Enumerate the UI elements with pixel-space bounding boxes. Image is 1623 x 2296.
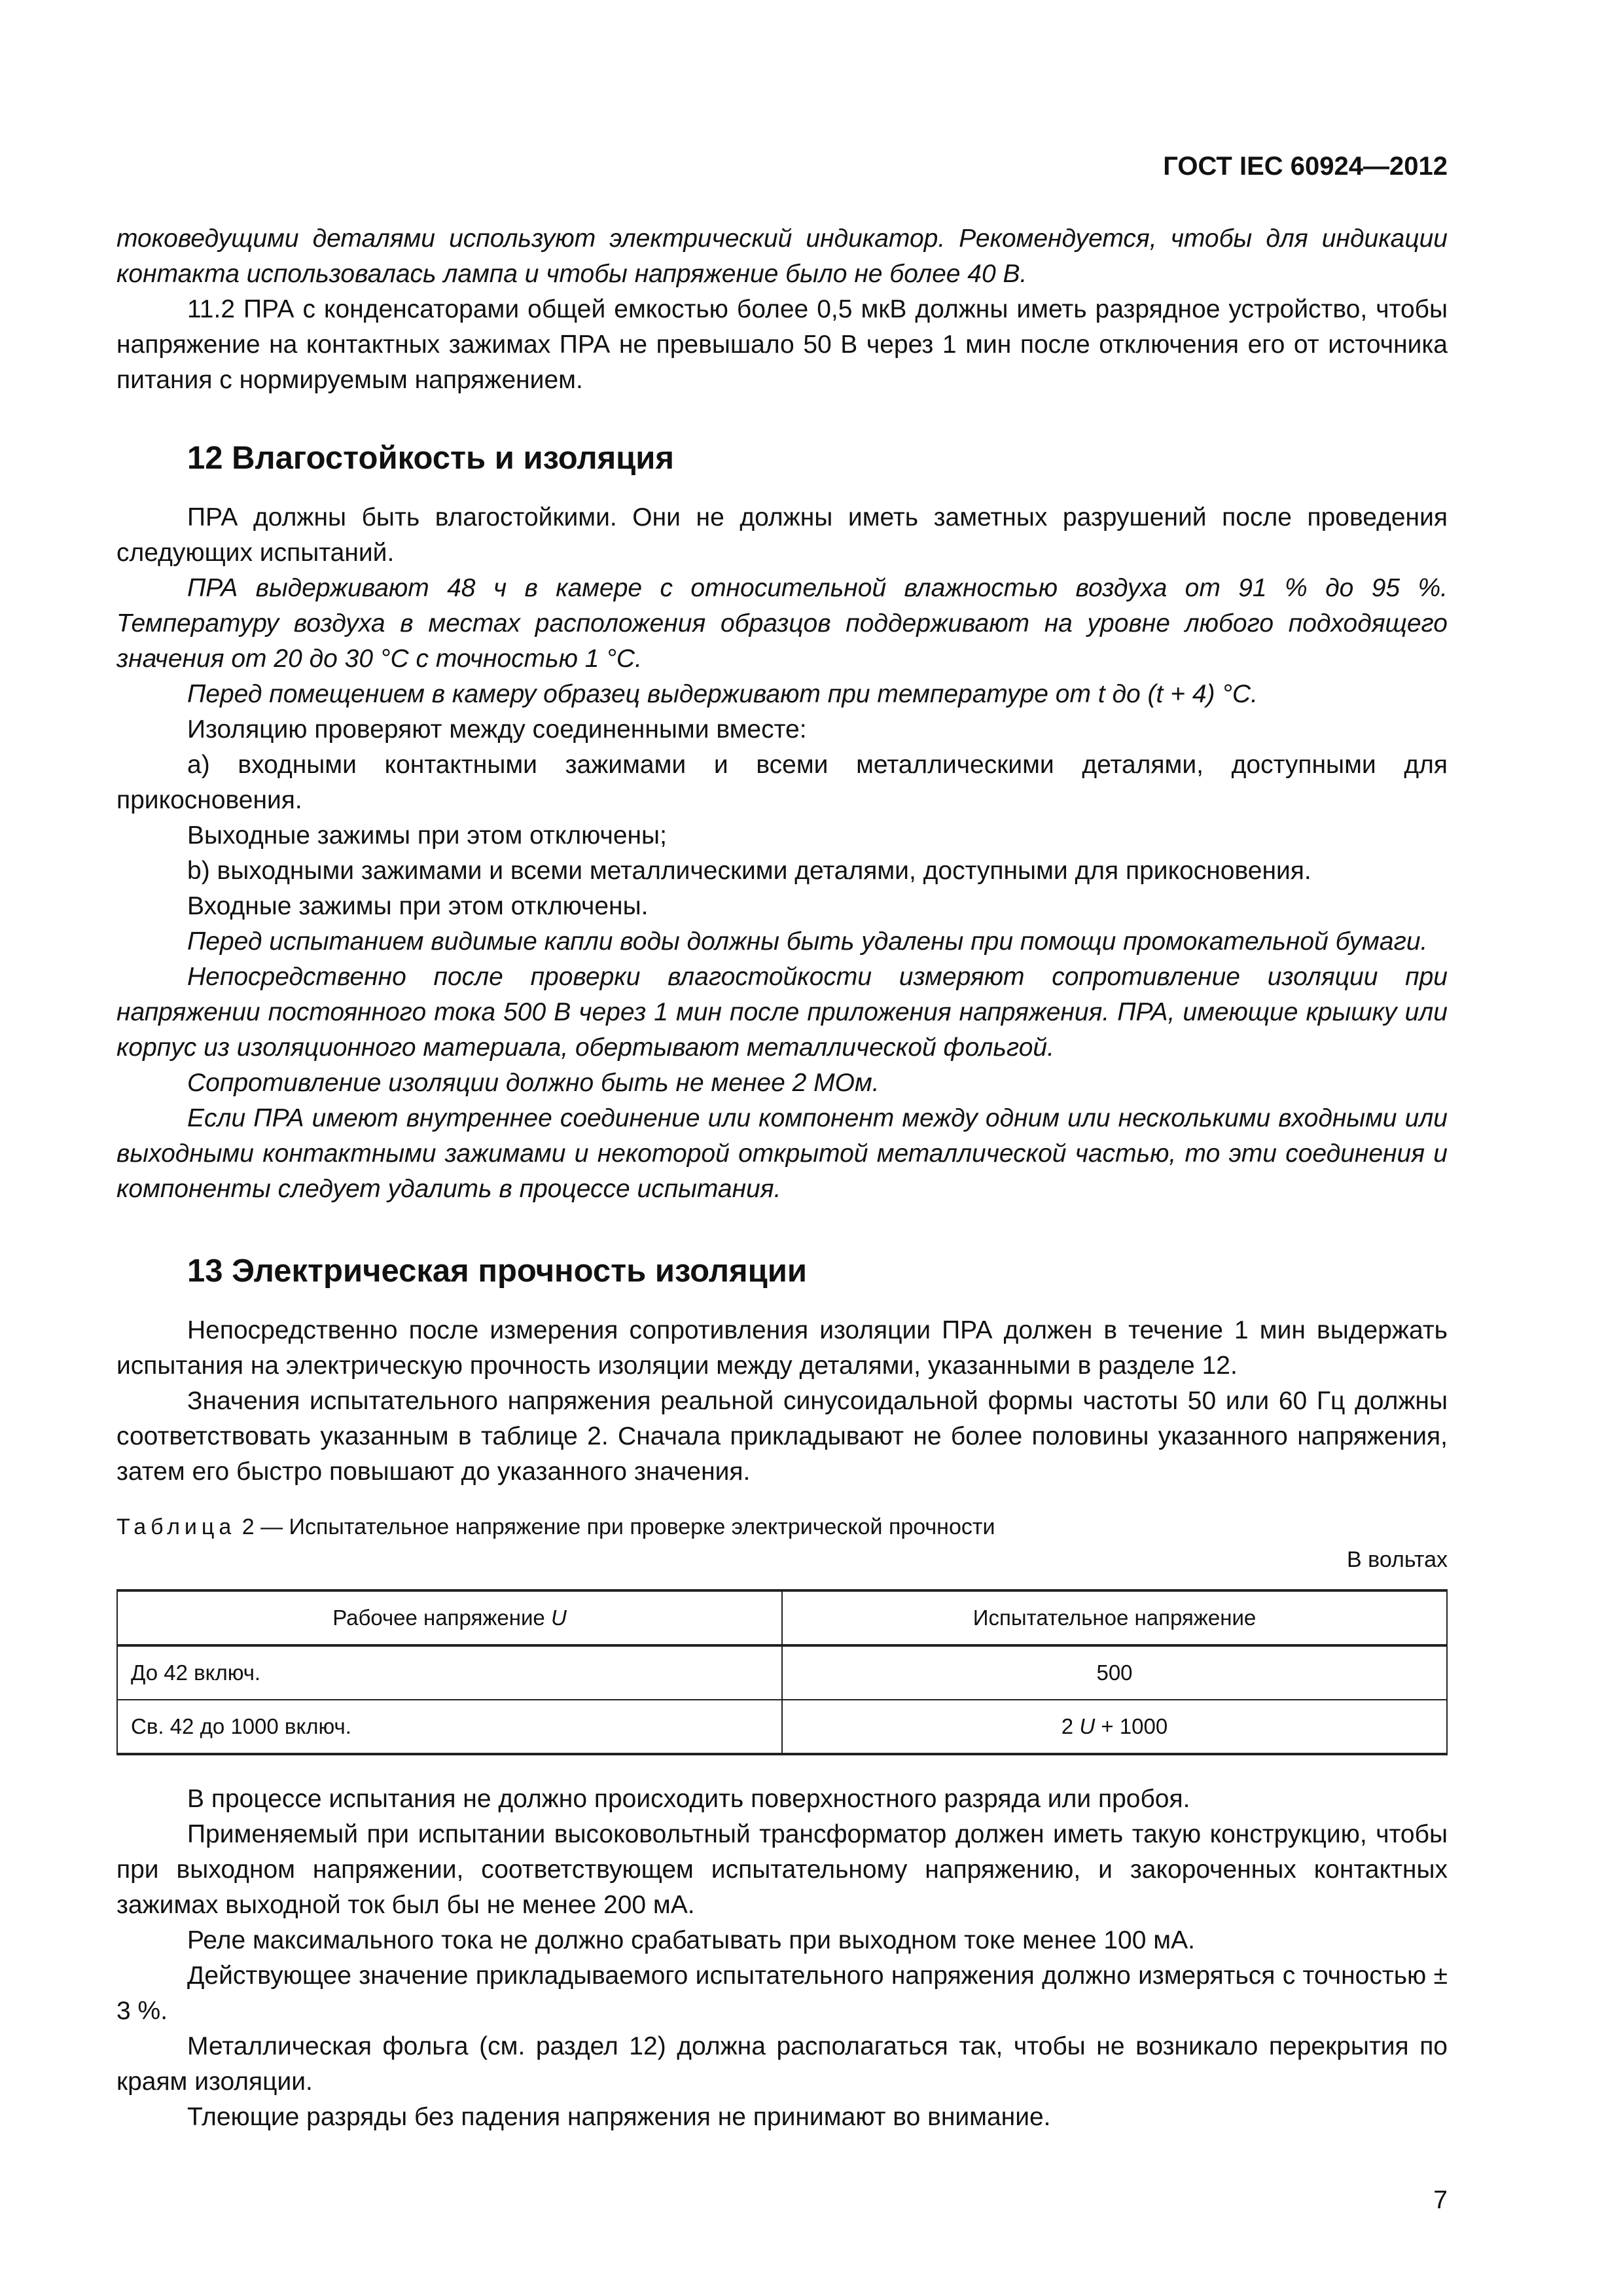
s12-paragraph-4: Изоляцию проверяют между соединенными вместе:: [187, 715, 807, 744]
s12-list-item-a: а) входными контактными зажимами и всеми металлическими деталями, доступными для прикосновения.: [116, 751, 1448, 814]
page-content: [116, 221, 1448, 2135]
table-header-row: [117, 1590, 1447, 1645]
s13-paragraph-1: Непосредственно после измерения сопротивления изоляции ПРА должен в течение 1 мин выдержать испытания на электрическую прочность изоляции между деталями, указанными в разделе 12.: [116, 1316, 1448, 1380]
document-code-header: ГОСТ IEC 60924—2012: [1163, 152, 1448, 181]
table-2-unit: В вольтах: [1347, 1547, 1448, 1572]
s12-paragraph-9: Перед испытанием видимые капли воды должны быть удалены при помощи промокательной бумаги.: [187, 927, 1428, 956]
table-2: [116, 1589, 1448, 1755]
cell-working-voltage: До 42 включ.: [117, 1645, 782, 1700]
cell-test-voltage-suffix: + 1000: [1095, 1714, 1168, 1738]
s13-paragraph-7: Металлическая фольга (см. раздел 12) должна располагаться так, чтобы не возникало перекрытия по краям изоляции.: [116, 2032, 1448, 2096]
header-working-voltage-text: Рабочее напряжение: [332, 1605, 551, 1630]
s13-paragraph-8: Тлеющие разряды без падения напряжения не принимают во внимание.: [187, 2103, 1051, 2131]
page-number: 7: [1433, 2186, 1448, 2214]
header-working-voltage-variable: U: [550, 1605, 567, 1630]
s12-paragraph-1: ПРА должны быть влагостойкими. Они не должны иметь заметных разрушений после проведения следующих испытаний.: [116, 503, 1448, 567]
s13-paragraph-3: В процессе испытания не должно происходить поверхностного разряда или пробоя.: [187, 1785, 1190, 1813]
cell-working-voltage: Св. 42 до 1000 включ.: [117, 1700, 782, 1754]
table-2-caption: [116, 1512, 1448, 1542]
s13-paragraph-6: Действующее значение прикладываемого испытательного напряжения должно измеряться с точностью ± 3 %.: [116, 1962, 1448, 2025]
cell-test-voltage: [782, 1700, 1447, 1754]
cell-test-voltage-prefix: 2: [1061, 1714, 1080, 1738]
s13-paragraph-2: Значения испытательного напряжения реальной синусоидальной формы частоты 50 или 60 Гц должны соответствовать указанным в таблице 2. Сначала прикладывают не более половины указанного напряжения, затем его быстро повышают до указанного значения.: [116, 1387, 1448, 1486]
table-row: [117, 1645, 1447, 1700]
header-working-voltage: [117, 1590, 782, 1645]
s12-paragraph-8: Входные зажимы при этом отключены.: [187, 892, 649, 920]
cell-test-voltage-variable: U: [1079, 1714, 1096, 1738]
s13-paragraph-4: Применяемый при испытании высоковольтный трансформатор должен иметь такую конструкцию, чтобы при выходном напряжении, соответствующем испытательному напряжению, и закороченных контактных зажимах выходной ток был бы не менее 200 мА.: [116, 1820, 1448, 1919]
cell-test-voltage: 500: [782, 1645, 1447, 1700]
s12-paragraph-12: Если ПРА имеют внутреннее соединение или компонент между одним или несколькими входными или выходными контактными зажимами и некоторой открытой металлической частью, то эти соединения и компоненты следует удалить в процессе испытания.: [116, 1104, 1448, 1203]
section-13-heading: 13 Электрическая прочность изоляции: [187, 1253, 807, 1289]
table-row: [117, 1700, 1447, 1754]
s13-paragraph-5: Реле максимального тока не должно срабатывать при выходном токе менее 100 мА.: [187, 1926, 1195, 1954]
s12-list-item-b: b) выходными зажимами и всеми металлическими деталями, доступными для прикосновения.: [187, 857, 1311, 885]
continued-paragraph: токоведущими деталями используют электрический индикатор. Рекомендуется, чтобы для индикации контакта использовалась лампа и чтобы напряжение было не более 40 В.: [116, 224, 1448, 288]
clause-11-2: 11.2 ПРА с конденсаторами общей емкостью более 0,5 мкВ должны иметь разрядное устройство, чтобы напряжение на контактных зажимах ПРА не превышало 50 В через 1 мин после отключения его от источника питания с нормируемым напряжением.: [116, 295, 1448, 394]
s12-paragraph-11: Сопротивление изоляции должно быть не менее 2 МОм.: [187, 1069, 880, 1097]
s12-paragraph-6: Выходные зажимы при этом отключены;: [187, 821, 667, 850]
s12-paragraph-3: Перед помещением в камеру образец выдерживают при температуре от t до (t + 4) °С.: [187, 680, 1258, 708]
table-caption-word: Таблица: [116, 1515, 236, 1539]
header-test-voltage: Испытательное напряжение: [782, 1590, 1447, 1645]
section-12-heading: 12 Влагостойкость и изоляция: [187, 440, 674, 476]
table-caption-text: 2 — Испытательное напряжение при проверке электрической прочности: [236, 1515, 995, 1539]
s12-paragraph-10: Непосредственно после проверки влагостойкости измеряют сопротивление изоляции при напряжении постоянного тока 500 В через 1 мин после приложения напряжения. ПРА, имеющие крышку или корпус из изоляционного материала, обертывают металлической фольгой.: [116, 963, 1448, 1062]
s12-paragraph-2: ПРА выдерживают 48 ч в камере с относительной влажностью воздуха от 91 % до 95 %. Температуру воздуха в местах расположения образцов поддерживают на уровне любого подходящего значения от 20 до 30 °С с точностью 1 °С.: [116, 574, 1448, 673]
